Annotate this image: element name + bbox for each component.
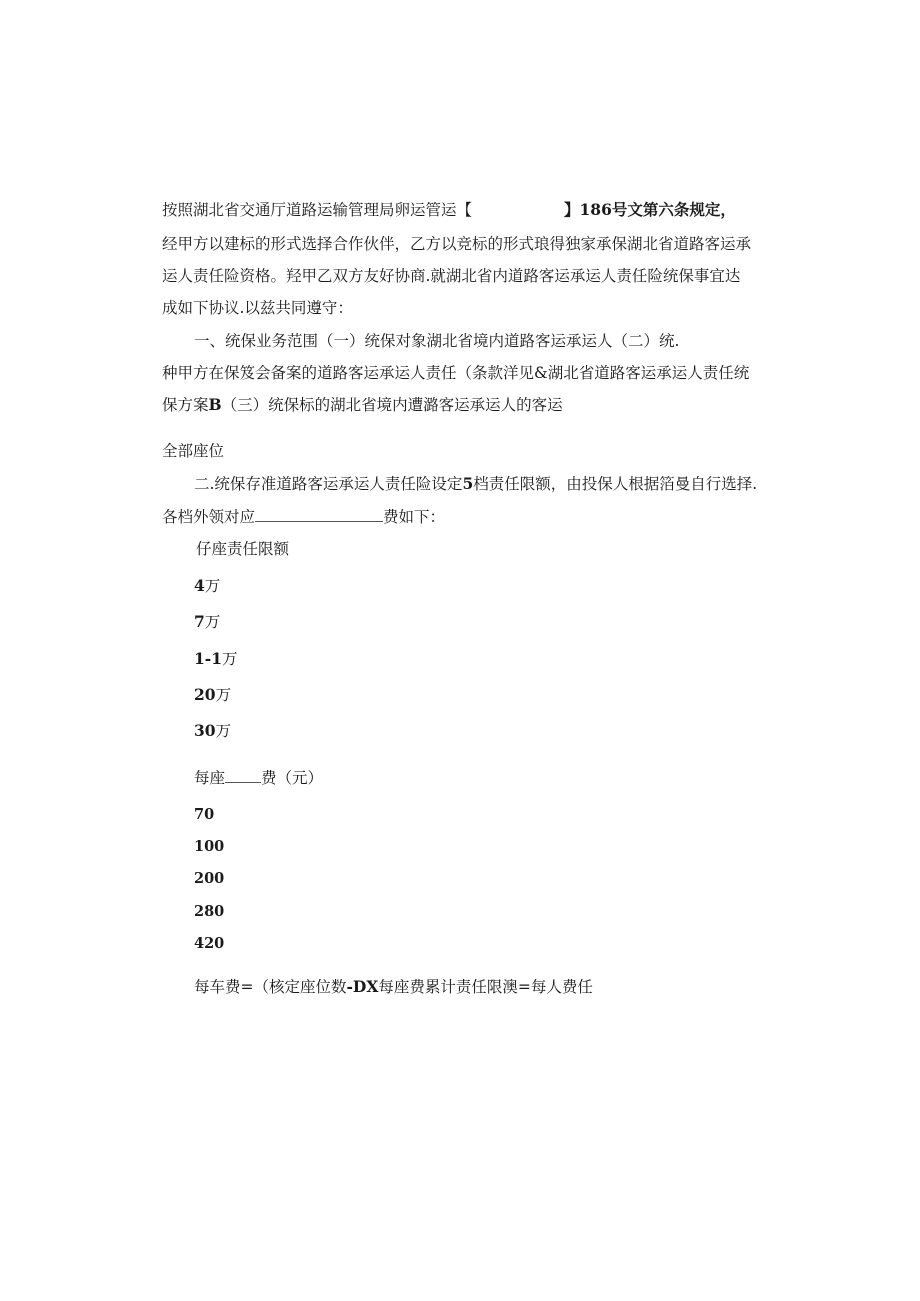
premium-item: 420 — [194, 935, 225, 952]
intro-line-3: 运人责任险资格。羟甲乙双方友好协商.就湖北省内道路客运承运人责任险统保事宜达 — [162, 267, 741, 285]
intro-line-2: 经甲方以建标的形式选择合作伙伴，乙方以竞标的形式琅得独家承保湖北省道路客运承 — [162, 235, 752, 253]
intro-line-1: 按照湖北省交通厅道路运输管理局卵运管运【 】186号文第六条规定， — [162, 200, 736, 219]
intro-line-4: 成如下协议.以兹共同遵守： — [162, 299, 353, 317]
limit-item: 30万 — [194, 721, 232, 740]
premiums-header: 每座 费（元） — [194, 769, 324, 787]
blank-underline — [225, 768, 261, 783]
all-seats-label: 全部座位 — [162, 442, 225, 460]
section1-line-3: 保方案B（三）统保标的湖北省境内遭潞客运承运人的客运 — [162, 395, 563, 414]
limit-item: 4万 — [194, 576, 221, 595]
limits-header: 仔座责任限额 — [196, 540, 290, 558]
section2-line-1: 二.统保存准道路客运承运人责任险设定5档责任限额，由投保人根据箔曼自行选择. — [194, 474, 758, 493]
blank-underline — [255, 507, 383, 522]
premium-item: 70 — [194, 806, 215, 823]
formula-line: 每车费=（核定座位数-DX每座费累计责任限澳=每人费任 — [194, 977, 593, 996]
limit-item: 1-1万 — [194, 649, 238, 668]
section2-line-2: 各档外领对应 费如下： — [162, 508, 446, 526]
premium-item: 200 — [194, 870, 225, 887]
premium-item: 280 — [194, 903, 225, 920]
premium-item: 100 — [194, 838, 225, 855]
limit-item: 20万 — [194, 685, 232, 704]
section1-line-2: 种甲方在保笈会备案的道路客运承运人责任（条款洋见&湖北省道路客运承运人责任统 — [162, 364, 750, 382]
limit-item: 7万 — [194, 612, 221, 631]
section1-line-1: 一、统保业务范围（一）统保对象湖北省境内道路客运承运人（二）统. — [194, 332, 680, 350]
